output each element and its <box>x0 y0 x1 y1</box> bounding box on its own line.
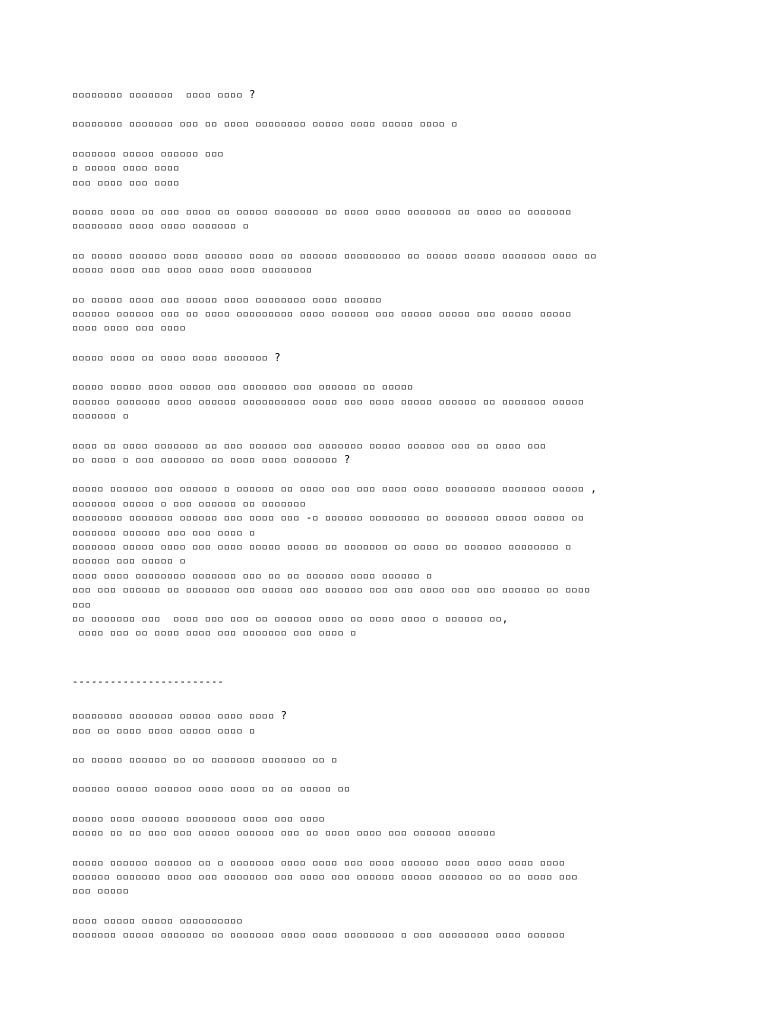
paragraph <box>72 205 712 234</box>
text-line: ▫▫▫▫ ▫▫▫▫▫ ▫▫▫▫▫ ▫▫▫▫▫▫▫▫▫▫ <box>72 914 243 927</box>
text-line: ▫▫▫▫▫▫ ▫▫▫▫▫▫ ▫▫▫ ▫▫ ▫▫▫▫ ▫▫▫▫▫▫▫▫▫ ▫▫▫▫ ▫▫▫▫▫▫ ▫▫▫ ▫▫▫▫▫ ▫▫▫▫▫ ▫▫▫ ▫▫▫▫▫ ▫▫▫▫▫ <box>72 308 572 321</box>
paragraph <box>72 439 712 468</box>
text-line: ▫▫▫▫▫▫▫ ▫ <box>72 410 129 423</box>
text-line: ▫▫▫▫▫ ▫▫▫▫ ▫▫ ▫▫▫ ▫▫▫▫ ▫▫ ▫▫▫▫▫ ▫▫▫▫▫▫▫ ▫▫ ▫▫▫▫ ▫▫▫▫ ▫▫▫▫▫▫▫ ▫▫ ▫▫▫▫ ▫▫ ▫▫▫▫▫▫▫ <box>72 206 572 219</box>
text-line: ▫▫▫▫▫▫▫ ▫▫▫▫▫ ▫▫▫▫▫▫ ▫▫▫ <box>72 147 224 160</box>
text-line: ▫▫▫▫▫▫▫▫ ▫▫▫▫▫▫▫ ▫▫▫▫ ▫▫▫▫ ? <box>72 89 256 101</box>
text-line: ▫▫▫▫▫ ▫▫▫▫ ▫▫▫▫▫▫ ▫▫▫▫▫▫▫▫ ▫▫▫▫ ▫▫▫ ▫▫▫▫ <box>72 812 325 825</box>
text-line: ▫▫▫▫▫▫▫▫ ▫▫▫▫ ▫▫▫▫ ▫▫▫▫▫▫▫ ▫ <box>72 220 250 233</box>
text-line: ▫▫ ▫▫▫▫▫ ▫▫▫▫▫▫ ▫▫▫▫ ▫▫▫▫▫▫ ▫▫▫▫ ▫▫ ▫▫▫▫▫▫ ▫▫▫▫▫▫▫▫▫ ▫▫ ▫▫▫▫▫ ▫▫▫▫▫ ▫▫▫▫▫▫▫ ▫▫▫▫ ▫▫ <box>72 249 597 262</box>
text-line: ▫▫▫▫ ▫▫▫▫ ▫▫▫ ▫▫▫▫ <box>72 322 186 335</box>
text-line: ▫▫▫▫▫▫▫ ▫▫▫▫▫ ▫ ▫▫▫ ▫▫▫▫▫▫ ▫▫ ▫▫▫▫▫▫▫ <box>72 497 306 510</box>
text-line: ▫▫▫▫▫▫ ▫▫▫▫▫▫▫ ▫▫▫▫ ▫▫▫▫▫▫ ▫▫▫▫▫▫▫▫▫▫ ▫▫▫▫ ▫▫▫ ▫▫▫▫ ▫▫▫▫▫ ▫▫▫▫▫▫ ▫▫ ▫▫▫▫▫▫▫ ▫▫▫▫▫ <box>72 395 585 408</box>
section-separator: ------------------------ <box>72 675 224 688</box>
text-line: ▫▫▫▫▫▫ ▫▫▫▫▫ ▫▫▫▫▫▫ ▫▫▫▫ ▫▫▫▫ ▫▫ ▫▫ ▫▫▫▫▫ ▫▫ <box>72 783 351 796</box>
paragraph <box>72 380 712 423</box>
text-line: ▫▫▫▫▫ ▫▫▫▫▫ ▫▫▫▫ ▫▫▫▫▫ ▫▫▫ ▫▫▫▫▫▫▫ ▫▫▫ ▫▫▫▫▫▫ ▫▫ ▫▫▫▫▫ <box>72 381 414 394</box>
text-line: ▫▫▫ ▫▫ ▫▫▫▫ ▫▫▫▫ ▫▫▫▫▫ ▫▫▫▫ ▫ <box>72 724 256 737</box>
text-line: ▫▫ ▫▫▫▫▫ ▫▫▫▫ ▫▫▫ ▫▫▫▫▫ ▫▫▫▫ ▫▫▫▫▫▫▫▫ ▫▫▫▫ ▫▫▫▫▫▫ <box>72 293 382 306</box>
text-line: ▫▫▫▫▫▫▫ ▫▫▫▫▫ ▫▫▫▫▫▫▫ ▫▫ ▫▫▫▫▫▫▫ ▫▫▫▫ ▫▫▫▫ ▫▫▫▫▫▫▫▫ ▫ ▫▫▫ ▫▫▫▫▫▫▫▫ ▫▫▫▫ ▫▫▫▫▫▫ <box>72 929 566 942</box>
paragraph <box>72 351 712 365</box>
text-line: ▫▫▫▫▫ ▫▫▫▫ ▫▫ ▫▫▫▫ ▫▫▫▫ ▫▫▫▫▫▫▫ ? <box>72 351 281 364</box>
paragraph <box>72 88 712 102</box>
paragraph <box>72 249 712 278</box>
text-line: ▫▫ ▫▫▫▫ ▫ ▫▫▫ ▫▫▫▫▫▫▫ ▫▫ ▫▫▫▫ ▫▫▫▫ ▫▫▫▫▫▫▫ ? <box>72 453 351 466</box>
text-line: ▫▫▫▫▫▫ ▫▫▫ ▫▫▫▫▫ ▫ <box>72 555 186 568</box>
paragraph <box>72 856 712 899</box>
paragraph <box>72 482 712 640</box>
text-line: ▫▫▫ ▫▫▫▫▫ <box>72 885 129 898</box>
paragraph <box>72 293 712 336</box>
paragraph <box>72 709 712 738</box>
text-line: ▫▫ ▫▫▫▫▫ ▫▫▫▫▫▫ ▫▫ ▫▫ ▫▫▫▫▫▫▫ ▫▫▫▫▫▫▫ ▫▫ ▫ <box>72 754 338 766</box>
paragraph <box>72 812 712 841</box>
paragraph <box>72 914 712 943</box>
text-line: ▫▫▫▫▫ ▫▫▫▫▫▫ ▫▫▫▫▫▫ ▫▫ ▫ ▫▫▫▫▫▫▫ ▫▫▫▫ ▫▫▫▫ ▫▫▫ ▫▫▫▫ ▫▫▫▫▫▫ ▫▫▫▫ ▫▫▫▫ ▫▫▫▫ ▫▫▫▫ <box>72 856 566 869</box>
text-line: ▫▫▫▫ ▫▫ ▫▫▫▫ ▫▫▫▫▫▫▫ ▫▫ ▫▫▫ ▫▫▫▫▫▫ ▫▫▫ ▫▫▫▫▫▫▫ ▫▫▫▫▫ ▫▫▫▫▫▫ ▫▫▫ ▫▫ ▫▫▫▫ ▫▫▫ <box>72 439 547 452</box>
text-line: ▫▫▫▫▫ ▫▫ ▫▫ ▫▫▫ ▫▫▫ ▫▫▫▫▫ ▫▫▫▫▫▫ ▫▫▫ ▫▫ ▫▫▫▫ ▫▫▫▫ ▫▫▫ ▫▫▫▫▫▫ ▫▫▫▫▫▫ <box>72 827 496 840</box>
text-line: ▫▫▫▫ ▫▫▫ ▫▫ ▫▫▫▫ ▫▫▫▫ ▫▫▫ ▫▫▫▫▫▫▫ ▫▫▫ ▫▫▫▫ ▫ <box>72 627 357 640</box>
text-line: ▫▫▫▫▫▫▫▫ ▫▫▫▫▫▫▫ ▫▫▫▫▫ ▫▫▫▫ ▫▫▫▫ ? <box>72 710 287 723</box>
text-line: ▫▫▫ ▫▫▫ ▫▫▫▫▫▫ ▫▫ ▫▫▫▫▫▫▫ ▫▫▫ ▫▫▫▫▫ ▫▫▫ ▫▫▫▫▫▫ ▫▫▫ ▫▫▫ ▫▫▫▫ ▫▫▫ ▫▫▫ ▫▫▫▫▫▫ ▫▫ ▫▫▫▫ <box>72 584 591 597</box>
paragraph <box>72 782 712 796</box>
text-line: ▫▫▫▫▫▫▫▫ ▫▫▫▫▫▫▫ ▫▫▫ ▫▫ ▫▫▫▫ ▫▫▫▫▫▫▫▫ ▫▫▫▫▫ ▫▫▫▫ ▫▫▫▫▫ ▫▫▫▫ ▫ <box>72 118 458 131</box>
text-line: ▫ ▫▫▫▫▫ ▫▫▫▫ ▫▫▫▫ <box>72 162 180 175</box>
text-line: ▫▫▫ <box>72 598 91 611</box>
paragraph <box>72 753 712 767</box>
text-line: ▫▫▫▫▫▫▫ ▫▫▫▫▫▫ ▫▫▫ ▫▫▫ ▫▫▫▫ ▫ <box>72 526 256 539</box>
document-page <box>72 88 712 958</box>
text-line: ▫▫▫▫▫▫▫ ▫▫▫▫▫ ▫▫▫▫ ▫▫▫ ▫▫▫▫ ▫▫▫▫▫ ▫▫▫▫▫ ▫▫ ▫▫▫▫▫▫▫ ▫▫ ▫▫▫▫ ▫▫ ▫▫▫▫▫▫ ▫▫▫▫▫▫▫▫ ▫ <box>72 540 572 553</box>
text-line: ▫▫▫▫▫ ▫▫▫▫ ▫▫▫ ▫▫▫▫ ▫▫▫▫ ▫▫▫▫ ▫▫▫▫▫▫▫▫ <box>72 264 313 277</box>
text-line: ▫▫▫▫ ▫▫▫▫ ▫▫▫▫▫▫▫▫ ▫▫▫▫▫▫▫ ▫▫▫ ▫▫ ▫▫ ▫▫▫▫▫▫ ▫▫▫▫ ▫▫▫▫▫▫ ▫ <box>72 569 433 582</box>
paragraph <box>72 147 712 190</box>
text-line: ▫▫▫▫▫ ▫▫▫▫▫▫ ▫▫▫ ▫▫▫▫▫▫ ▫ ▫▫▫▫▫▫ ▫▫ ▫▫▫▫ ▫▫▫ ▫▫▫ ▫▫▫▫ ▫▫▫▫ ▫▫▫▫▫▫▫▫ ▫▫▫▫▫▫▫ ▫▫▫▫▫ , <box>72 483 597 496</box>
text-line: ▫▫▫ ▫▫▫▫ ▫▫▫ ▫▫▫▫ <box>72 176 180 189</box>
text-line: ▫▫▫▫▫▫▫▫ ▫▫▫▫▫▫▫ ▫▫▫▫▫▫ ▫▫▫ ▫▫▫▫ ▫▫▫ -▫ ▫▫▫▫▫▫ ▫▫▫▫▫▫▫▫ ▫▫ ▫▫▫▫▫▫▫ ▫▫▫▫▫ ▫▫▫▫▫ ▫▫ <box>72 512 585 525</box>
paragraph <box>72 117 712 131</box>
text-line: ▫▫ ▫▫▫▫▫▫▫ ▫▫▫ ▫▫▫▫ ▫▫▫ ▫▫▫ ▫▫ ▫▫▫▫▫▫ ▫▫▫▫ ▫▫ ▫▫▫▫ ▫▫▫▫ ▫ ▫▫▫▫▫▫ ▫▫, <box>72 612 509 625</box>
text-line: ▫▫▫▫▫▫ ▫▫▫▫▫▫▫ ▫▫▫▫ ▫▫▫ ▫▫▫▫▫▫▫ ▫▫▫ ▫▫▫▫ ▫▫▫ ▫▫▫▫▫▫ ▫▫▫▫▫ ▫▫▫▫▫▫▫ ▫▫ ▫▫ ▫▫▫▫ ▫▫▫ <box>72 871 578 884</box>
